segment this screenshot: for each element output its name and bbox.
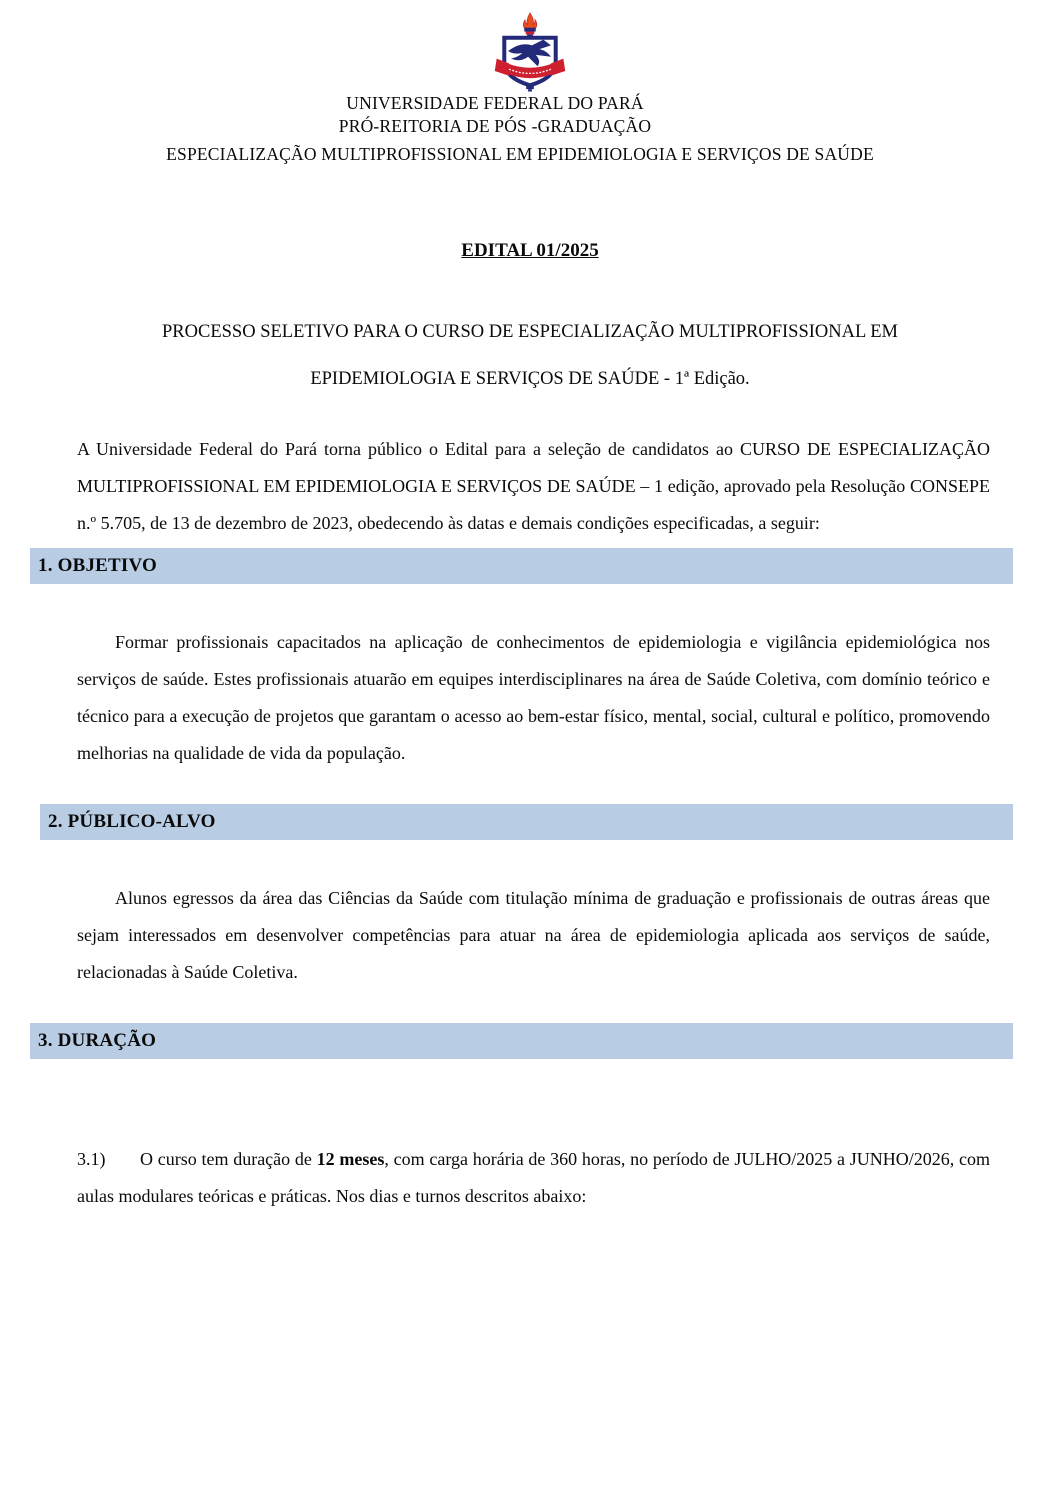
department-name: PRÓ-REITORIA DE PÓS -GRADUAÇÃO — [338, 116, 652, 136]
program-name: ESPECIALIZAÇÃO MULTIPROFISSIONAL EM EPIDEMIOLOGIA E SERVIÇOS DE SAÚDE — [166, 144, 874, 164]
item-text-after: , com carga horária de 360 horas, no período de JULHO/2025 a JUNHO/2026, com aulas modulares teóricas e práticas. Nos dias e turnos descritos abaixo: — [77, 1149, 991, 1206]
institution-name: UNIVERSIDADE FEDERAL DO PARÁ — [346, 93, 644, 113]
duracao-item-3-1 — [77, 1141, 990, 1215]
process-title — [0, 309, 1060, 403]
item-text-bold: 12 meses — [316, 1149, 385, 1169]
section-heading-publico-alvo-label: 2. PÚBLICO-ALVO — [48, 811, 216, 832]
process-title-line1: PROCESSO SELETIVO PARA O CURSO DE ESPECIALIZAÇÃO MULTIPROFISSIONAL EM — [162, 322, 898, 342]
process-title-line2: EPIDEMIOLOGIA E SERVIÇOS DE SAÚDE - 1ª Edição. — [310, 369, 750, 389]
intro-paragraph: A Universidade Federal do Pará torna público o Edital para a seleção de candidatos ao CURSO DE ESPECIALIZAÇÃO MULTIPROFISSIONAL EM EPIDEMIOLOGIA E SERVIÇOS DE SAÚDE – 1 edição, aprovado pela Resolução CONSEPE n.º 5.705, de 13 de dezembro de 2023, obedecendo às datas e demais condições especificadas, a seguir: — [77, 439, 990, 533]
document-header-logo-area — [0, 0, 1060, 92]
section-heading-duracao — [30, 1023, 1013, 1059]
section-heading-objetivo-label: 1. OBJETIVO — [38, 555, 158, 576]
section-heading-publico-alvo — [40, 804, 1013, 840]
section-heading-duracao-label: 3. DURAÇÃO — [38, 1030, 157, 1051]
edital-title: EDITAL 01/2025 — [461, 240, 599, 261]
objetivo-paragraph: Formar profissionais capacitados na aplicação de conhecimentos de epidemiologia e vigilância epidemiológica nos serviços de saúde. Estes profissionais atuarão em equipes interdisciplinares na área de Saúde Coletiva, com domínio teórico e técnico para a execução de projetos que garantam o acesso ao bem-estar físico, mental, social, cultural e político, promovendo melhorias na qualidade de vida da população. — [77, 632, 990, 763]
item-text-before: O curso tem duração de — [140, 1149, 317, 1169]
section-heading-objetivo — [30, 548, 1013, 584]
publico-alvo-paragraph: Alunos egressos da área das Ciências da Saúde com titulação mínima de graduação e profissionais de outras áreas que sejam interessados em desenvolver competências para atuar na área de epidemiologia aplicada aos serviços de saúde, relacionadas à Saúde Coletiva. — [77, 888, 990, 982]
edital-title-row — [0, 238, 1060, 264]
item-number: 3.1) — [77, 1149, 106, 1169]
